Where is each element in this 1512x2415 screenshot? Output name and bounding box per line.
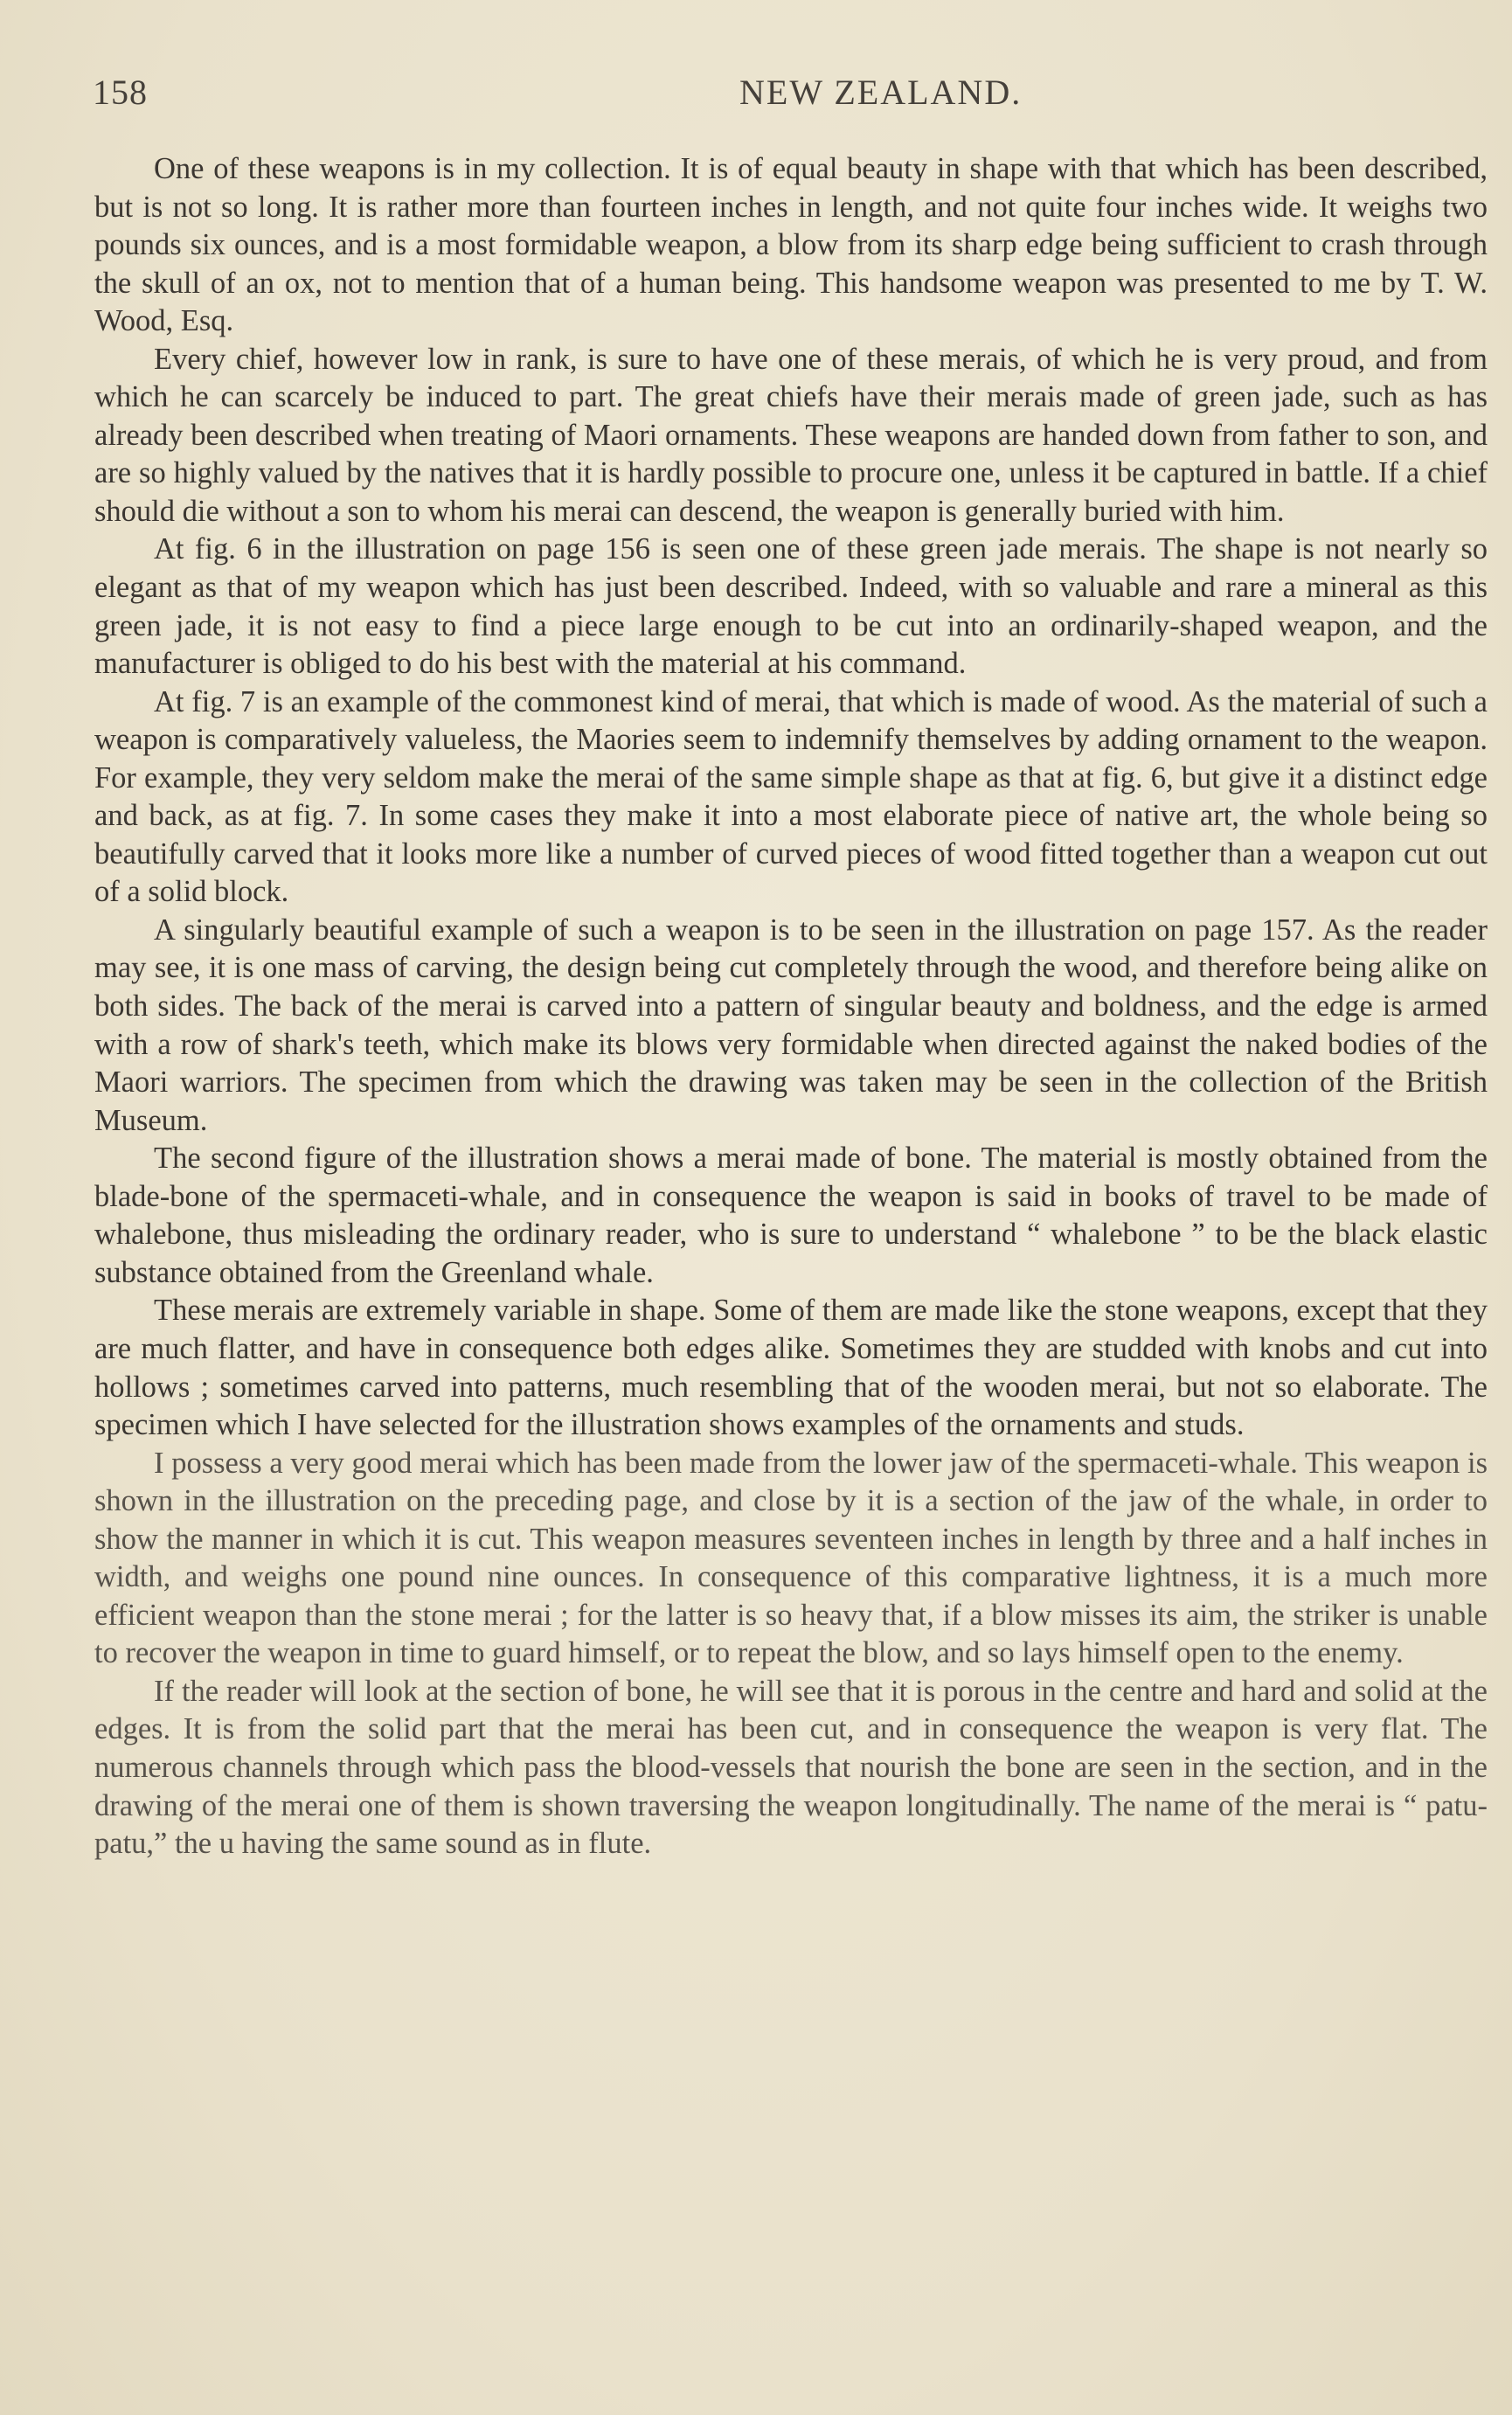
paragraph-6: The second figure of the illustration shows a merai made of bone. The material is mostly obtained from the blade-bone of the spermaceti-whale, and in consequence the weapon is said in books of travel to be made of whalebone, thus misleading the ordinary reader, who is sure to understand “ whalebone ” to be the black elastic substance obtained from the Greenland whale. bbox=[94, 1142, 1488, 1289]
paragraph-2: Every chief, however low in rank, is sure to have one of these merais, of which he is very proud, and from which he can scarcely be induced to part. The great chiefs have their merais made of green jade, such as has already been described when treating of Maori ornaments. These weapons are handed down from father to son, and are so highly valued by the natives that it is hardly possible to procure one, unless it be captured in battle. If a chief should die without a son to whom his merai can descend, the weapon is generally buried with him. bbox=[94, 342, 1488, 528]
running-head: NEW ZEALAND. bbox=[739, 73, 1023, 112]
page-header bbox=[93, 72, 1486, 124]
page-number: 158 bbox=[93, 73, 148, 112]
paragraph-8: I possess a very good merai which has been made from the lower jaw of the spermaceti-whale. This weapon is shown in the illustration on the preceding page, and close by it is a section of the jaw of the whale, in order to show the manner in which it is cut. This weapon measures seventeen inches in length by three and a half inches in width, and weighs one pound nine ounces. In consequence of this comparative lightness, it is a much more efficient weapon than the stone merai ; for the latter is so heavy that, if a blow misses its aim, the striker is unable to recover the weapon in time to guard himself, or to repeat the blow, and so lays himself open to the enemy. bbox=[94, 1446, 1488, 1670]
paragraph-7: These merais are extremely variable in shape. Some of them are made like the stone weapons, except that they are much flatter, and have in consequence both edges alike. Sometimes they are studded with knobs and cut into hollows ; sometimes carved into patterns, much resembling that of the wooden merai, but not so elaborate. The specimen which I have selected for the illustration shows examples of the ornaments and studs. bbox=[94, 1294, 1488, 1442]
paragraph-4: At fig. 7 is an example of the commonest kind of merai, that which is made of wood. As the material of such a weapon is comparatively valueless, the Maories seem to indemnify themselves by adding ornament to the weapon. For example, they very seldom make the merai of the same simple shape as that at fig. 6, but give it a distinct edge and back, as at fig. 7. In some cases they make it into a most elaborate piece of native art, the whole being so beautifully carved that it looks more like a number of curved pieces of wood fitted together than a weapon cut out of a solid block. bbox=[94, 684, 1488, 909]
paragraph-1: One of these weapons is in my collection. It is of equal beauty in shape with that which has been described, but is not so long. It is rather more than fourteen inches in length, and not quite four inches wide. It weighs two pounds six ounces, and is a most formidable weapon, a blow from its sharp edge being sufficient to crash through the skull of an ox, not to mention that of a human being. This handsome weapon was presented to me by T. W. Wood, Esq. bbox=[94, 152, 1488, 338]
paragraph-3: At fig. 6 in the illustration on page 156 is seen one of these green jade merais. The shape is not nearly so elegant as that of my weapon which has just been described. Indeed, with so valuable and rare a mineral as this green jade, it is not easy to find a piece large enough to be cut into an ordinarily-shaped weapon, and the manufacturer is obliged to do his best with the material at his command. bbox=[94, 532, 1488, 681]
paragraph-5: A singularly beautiful example of such a weapon is to be seen in the illustration on page 157. As the reader may see, it is one mass of carving, the design being cut completely through the wood, and therefore being alike on both sides. The back of the merai is carved into a pattern of singular beauty and boldness, and the edge is armed with a row of shark's teeth, which make its blows very formidable when directed against the naked bodies of the Maori warriors. The specimen from which the drawing was taken may be seen in the collection of the British Museum. bbox=[94, 913, 1488, 1137]
body-text bbox=[94, 150, 1488, 1863]
paragraph-9: If the reader will look at the section of bone, he will see that it is porous in the centre and hard and solid at the edges. It is from the solid part that the merai has been cut, and in consequence the weapon is very flat. The numerous channels through which pass the blood-vessels that nourish the bone are seen in the section, and in the drawing of the merai one of them is shown traversing the weapon longitudinally. The name of the merai is “ patu-patu,” the u having the same sound as in flute. bbox=[94, 1674, 1488, 1861]
